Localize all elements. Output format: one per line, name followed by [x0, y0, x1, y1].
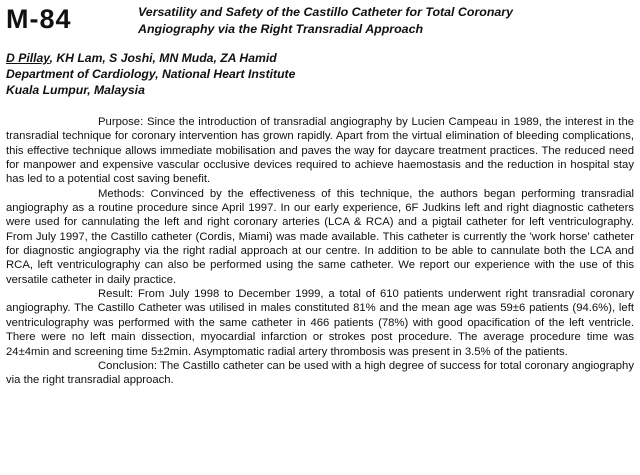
- section-text: The Castillo catheter can be used with a high degree of success for total coronary angiography via the right transradial approach.: [6, 359, 634, 387]
- author-list: [6, 50, 626, 66]
- author-block: [6, 50, 626, 98]
- presenting-author: D Pillay: [6, 51, 50, 65]
- location: Kuala Lumpur, Malaysia: [6, 83, 145, 97]
- title-line-1: Versatility and Safety of the Castillo Catheter for Total Coronary: [138, 5, 514, 19]
- section-conclusion: [6, 359, 634, 388]
- section-text: Since the introduction of transradial angiography by Lucien Campeau in 1989, the interest in the transradial technique for coronary intervention has grown rapidly. Apart from the virtual elimination of bleeding complications, this effective technique allows immediate mobilisation and paves the way for daycare treatment practices. The reduced need for manpower and expensive vascular occlusive devices required to achieve haemostasis and the reduction in hospital stay has led to a potential cost saving benefit.: [6, 116, 635, 186]
- section-text: From July 1998 to December 1999, a total of 610 patients underwent right transradial coronary angiography. The Castillo Catheter was utilised in males constituted 81% and the mean age was 59±6 patients (94.6%), left ventriculography was performed with the same catheter in 466 patients (78%) with good opacification of the left ventricle. There were no left main dissection, myocardial infarction or strokes post procedure. The average procedure time was 24±4min and screening time 5±2min. Asymptomatic radial artery thrombosis was present in 3.5% of the patients.: [6, 288, 634, 358]
- section-heading: Result:: [98, 288, 134, 301]
- abstract-body: [6, 115, 634, 388]
- department: Department of Cardiology, National Heart Institute: [6, 67, 296, 81]
- paper-title: [138, 4, 634, 38]
- section-result: [6, 287, 634, 359]
- section-heading: Purpose:: [98, 116, 144, 128]
- section-methods: [6, 187, 634, 287]
- abstract-id: M-84: [6, 4, 72, 34]
- section-heading: Methods:: [98, 187, 145, 200]
- section-purpose: [6, 115, 634, 187]
- section-heading: Conclusion:: [98, 359, 158, 372]
- section-text: Convinced by the effectiveness of this technique, the authors began performing transradial angiography as a routine procedure since April 1997. In our early experience, 6F Judkins left and right diagnostic catheters were used for cannulating the left and right coronary arteries (LCA & RCA) and a pigtail catheter for left ventriculography. From July 1997, the Castillo catheter (Cordis, Miami) was made available. This catheter is currently the 'work horse' catheter for diagnostic angiography via the right radial approach at our centre. In addition to be able to cannulate both the LCA and RCA, left ventriculography can also be performed using the same catheter. We report our experience with the use of this versatile catheter in daily practice.: [6, 187, 634, 286]
- title-line-2: Angiography via the Right Transradial Approach: [138, 22, 424, 36]
- co-authors: , KH Lam, S Joshi, MN Muda, ZA Hamid: [49, 51, 277, 65]
